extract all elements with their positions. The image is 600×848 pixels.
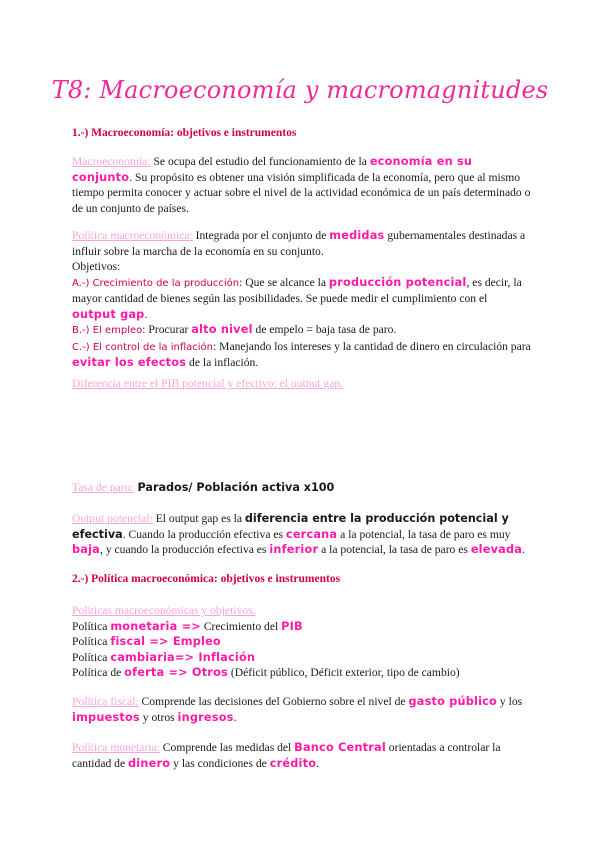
highlight: medidas	[329, 229, 385, 242]
paragraph-politica-macroeconomica: Política macroeconómica: Integrada por el conjunto de medidas gubernamentales destinadas a influir sobre la marcha de la economía en su conjunto. Objetivos: A.-) Crecimiento de la producción: Que se alcance la producción potencial, es decir, la mayor cantidad de bienes según las posibilidades. Se puede medir el cumplimiento con el output gap. B.-) El empleo: Procurar alto nivel de empelo = baja tasa de paro. C.-) El control de la inflación: Manejando los intereses y la cantidad de dinero en circulación para evitar los efectos de la inflación.	[72, 229, 531, 369]
term-label: Políticas macroeconómicas y objetivos.	[72, 604, 256, 617]
highlight: evitar los efectos	[72, 356, 187, 369]
highlight: alto nivel	[191, 323, 253, 336]
highlight: PIB	[281, 619, 303, 633]
section-1-heading: 1.-) Macroeconomía: objetivos e instrumentos	[72, 127, 297, 139]
objective-a-label: A.-) Crecimiento de la producción	[72, 277, 240, 289]
paragraph-politica-fiscal: Política fiscal: Comprende las decisiones del Gobierno sobre el nivel de gasto público y los impuestos y otros ingresos.	[72, 695, 523, 724]
highlight: economía en su conjunto	[72, 155, 473, 184]
objective-c-label: C.-) El control de la inflación	[72, 341, 214, 353]
highlight: inferior	[269, 543, 319, 556]
highlight: output gap	[72, 307, 145, 321]
paragraph-tasa-de-paro	[72, 480, 532, 496]
bold-text: diferencia entre la producción potencial y efectiva	[72, 512, 509, 541]
objective-b-label: B.-) El empleo	[72, 325, 143, 336]
term-label: Política monetaria:	[72, 741, 160, 754]
paragraph-macroeconomia: Macroeconomía: Se ocupa del estudio del funcionamiento de la economía en su conjunto. Su propósito es obtener una visión simplificada de la economía, pero que al mismo tiempo permita conocer y actuar sobre el nivel de la actividad económica de un país determinado o de un conjunto de países.	[72, 155, 531, 215]
output-gap-subtitle: Diferencia entre el PIB potencial y efectivo: el output gap.	[72, 377, 344, 390]
list-politicas: Políticas macroeconómicas y objetivos. Política monetaria => Crecimiento del PIB Política fiscal => Empleo Política cambiaria=> Inflación Política de oferta => Otros (Déficit público, Déficit exterior, tipo de cambio)	[72, 604, 460, 679]
highlight: gasto público	[408, 695, 498, 708]
highlight: producción potencial	[328, 275, 467, 289]
term-label: Tasa de paro:	[72, 481, 134, 494]
highlight: cercana	[285, 527, 338, 541]
highlight: oferta => Otros	[124, 666, 228, 679]
highlight: elevada	[470, 543, 523, 556]
highlight: fiscal => Empleo	[110, 635, 221, 648]
page-title: T8: Macroeconomía y macromagnitudes	[51, 76, 549, 104]
highlight: impuestos	[72, 710, 140, 724]
formula: Parados/ Población activa x100	[133, 481, 335, 494]
term-label: Output potencial:	[72, 512, 153, 525]
paragraph-output-potencial: Output potencial: El output gap es la diferencia entre la producción potencial y efectiva. Cuando la producción efectiva es cercana a la potencial, la tasa de paro es muy baja, y cuando la producción efectiva es inferior a la potencial, la tasa de paro es elevada.	[72, 512, 526, 556]
objetivos-label: Objetivos:	[72, 260, 121, 273]
term-label: Política macroeconómica:	[72, 229, 193, 242]
term-label: Macroeconomía:	[72, 155, 151, 168]
paragraph-politica-monetaria: Política monetaria: Comprende las medidas del Banco Central orientadas a controlar la cantidad de dinero y las condiciones de crédito.	[72, 741, 501, 770]
highlight: ingresos	[177, 710, 234, 724]
highlight: dinero	[128, 756, 171, 770]
highlight: crédito	[269, 756, 317, 770]
section-2-heading: 2.-) Política macroeconómica: objetivos e instrumentos	[72, 573, 341, 585]
highlight: monetaria =>	[110, 619, 201, 633]
highlight: cambiaria=> Inflación	[110, 650, 256, 664]
highlight: Banco Central	[294, 741, 386, 754]
term-label: Política fiscal:	[72, 695, 139, 708]
highlight: baja	[72, 543, 101, 556]
